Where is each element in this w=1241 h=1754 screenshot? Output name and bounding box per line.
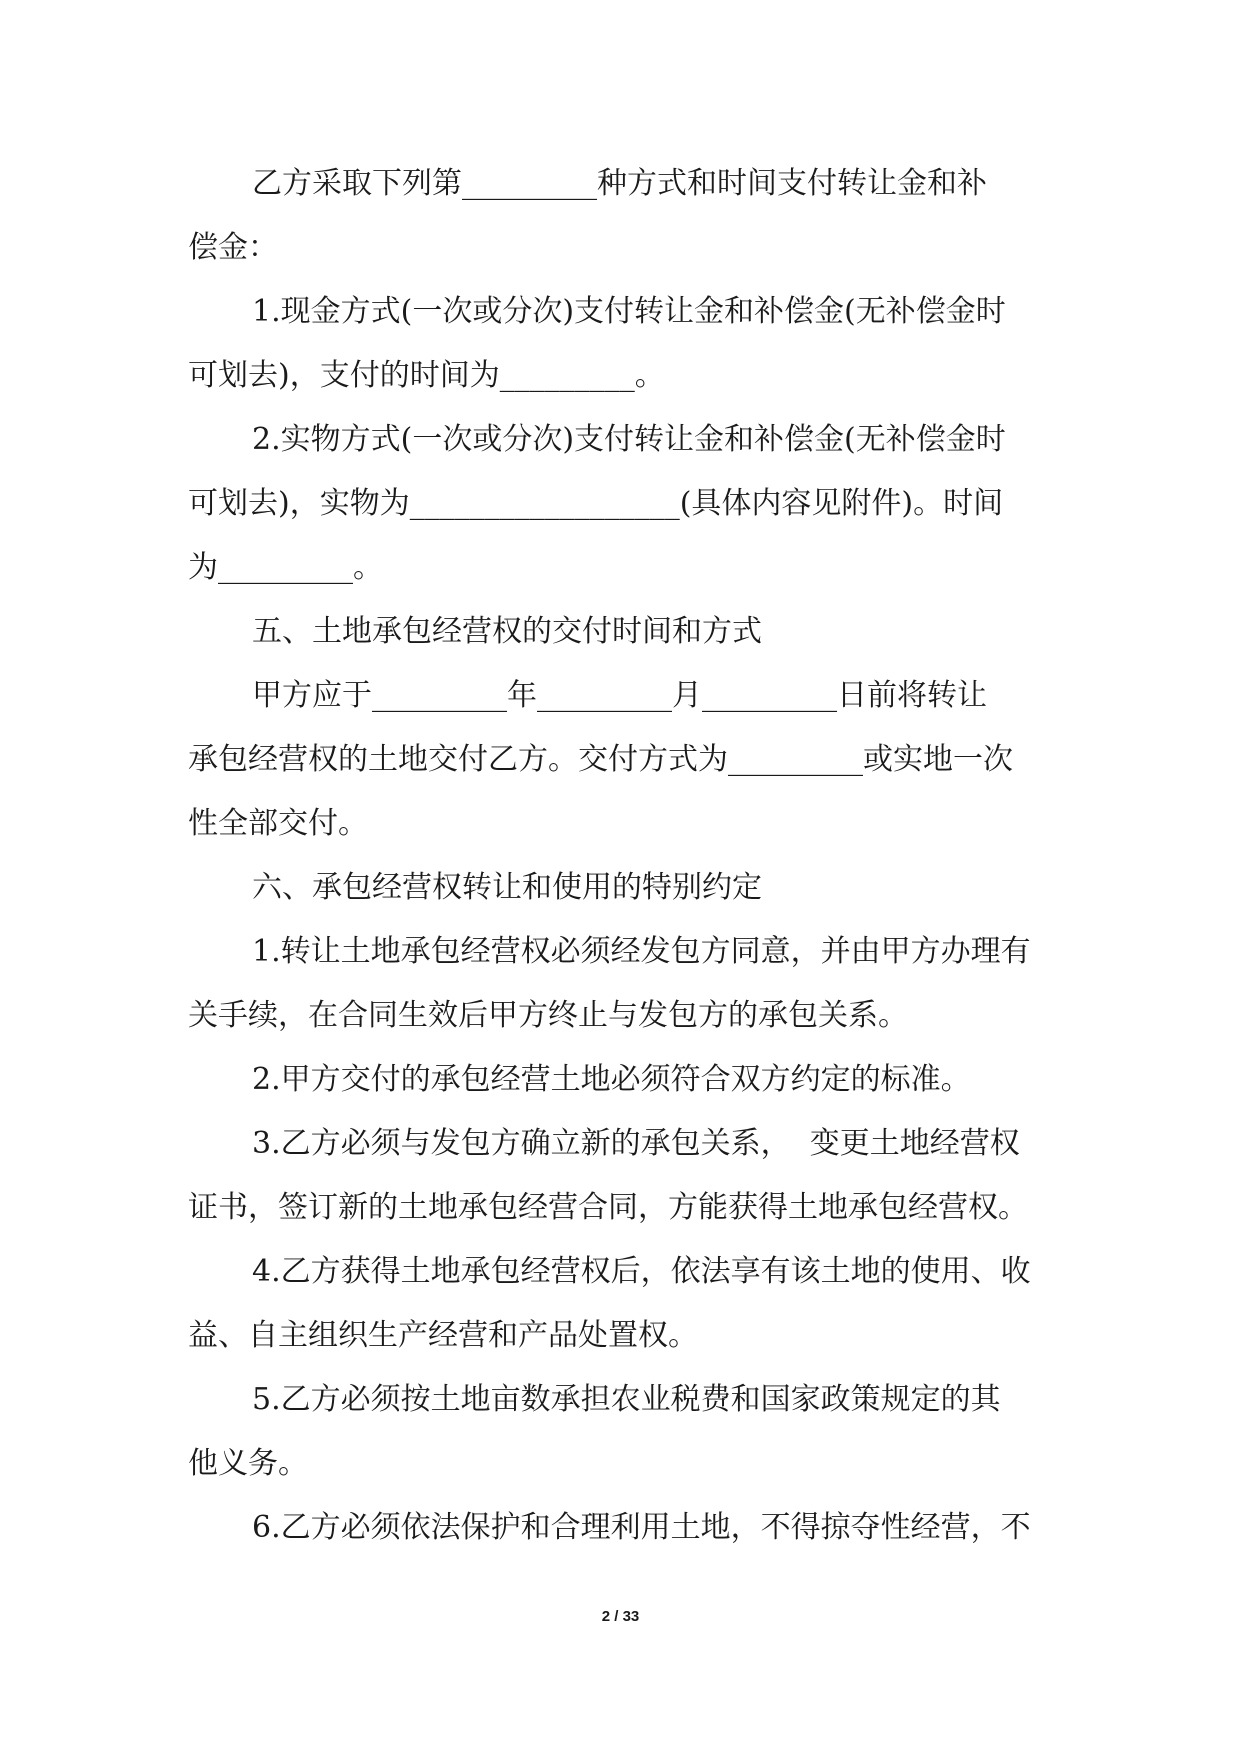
paragraph-line: 他义务。: [188, 1446, 308, 1481]
paragraph-line: 承包经营权的土地交付乙方。交付方式为_________或实地一次: [188, 742, 1013, 777]
paragraph-line: 可划去)，支付的时间为_________。: [188, 358, 665, 393]
paragraph-line: 证书，签订新的土地承包经营合同，方能获得土地承包经营权。: [188, 1190, 1028, 1225]
paragraph-line: 可划去)，实物为__________________(具体内容见附件)。时间: [188, 486, 1004, 521]
document-body: [188, 152, 1056, 1560]
paragraph-line: 性全部交付。: [188, 806, 368, 841]
paragraph-line: 乙方采取下列第_________种方式和时间支付转让金和补: [252, 166, 987, 201]
section-heading: 五、土地承包经营权的交付时间和方式: [252, 614, 762, 649]
paragraph-line: 2.实物方式(一次或分次)支付转让金和补偿金(无补偿金时: [252, 422, 1006, 457]
paragraph-line: 关手续，在合同生效后甲方终止与发包方的承包关系。: [188, 998, 908, 1033]
paragraph-line: 偿金：: [188, 230, 278, 265]
section-heading: 六、承包经营权转让和使用的特别约定: [252, 870, 762, 905]
paragraph-line: 2.甲方交付的承包经营土地必须符合双方约定的标准。: [252, 1062, 971, 1097]
paragraph-line: 3.乙方必须与发包方确立新的承包关系， 变更土地经营权: [252, 1126, 1020, 1161]
paragraph-line: 5.乙方必须按土地亩数承担农业税费和国家政策规定的其: [252, 1382, 1001, 1417]
page-number: 2 / 33: [601, 1608, 640, 1625]
paragraph-line: 益、自主组织生产经营和产品处置权。: [188, 1318, 698, 1353]
paragraph-line: 1.转让土地承包经营权必须经发包方同意，并由甲方办理有: [252, 934, 1031, 969]
paragraph-line: 1.现金方式(一次或分次)支付转让金和补偿金(无补偿金时: [252, 294, 1006, 329]
paragraph-line: 4.乙方获得土地承包经营权后，依法享有该土地的使用、收: [252, 1254, 1031, 1289]
paragraph-line: 6.乙方必须依法保护和合理利用土地，不得掠夺性经营，不: [252, 1510, 1031, 1545]
paragraph-line: 为_________。: [188, 550, 383, 585]
paragraph-line: 甲方应于_________年_________月_________日前将转让: [252, 678, 987, 713]
